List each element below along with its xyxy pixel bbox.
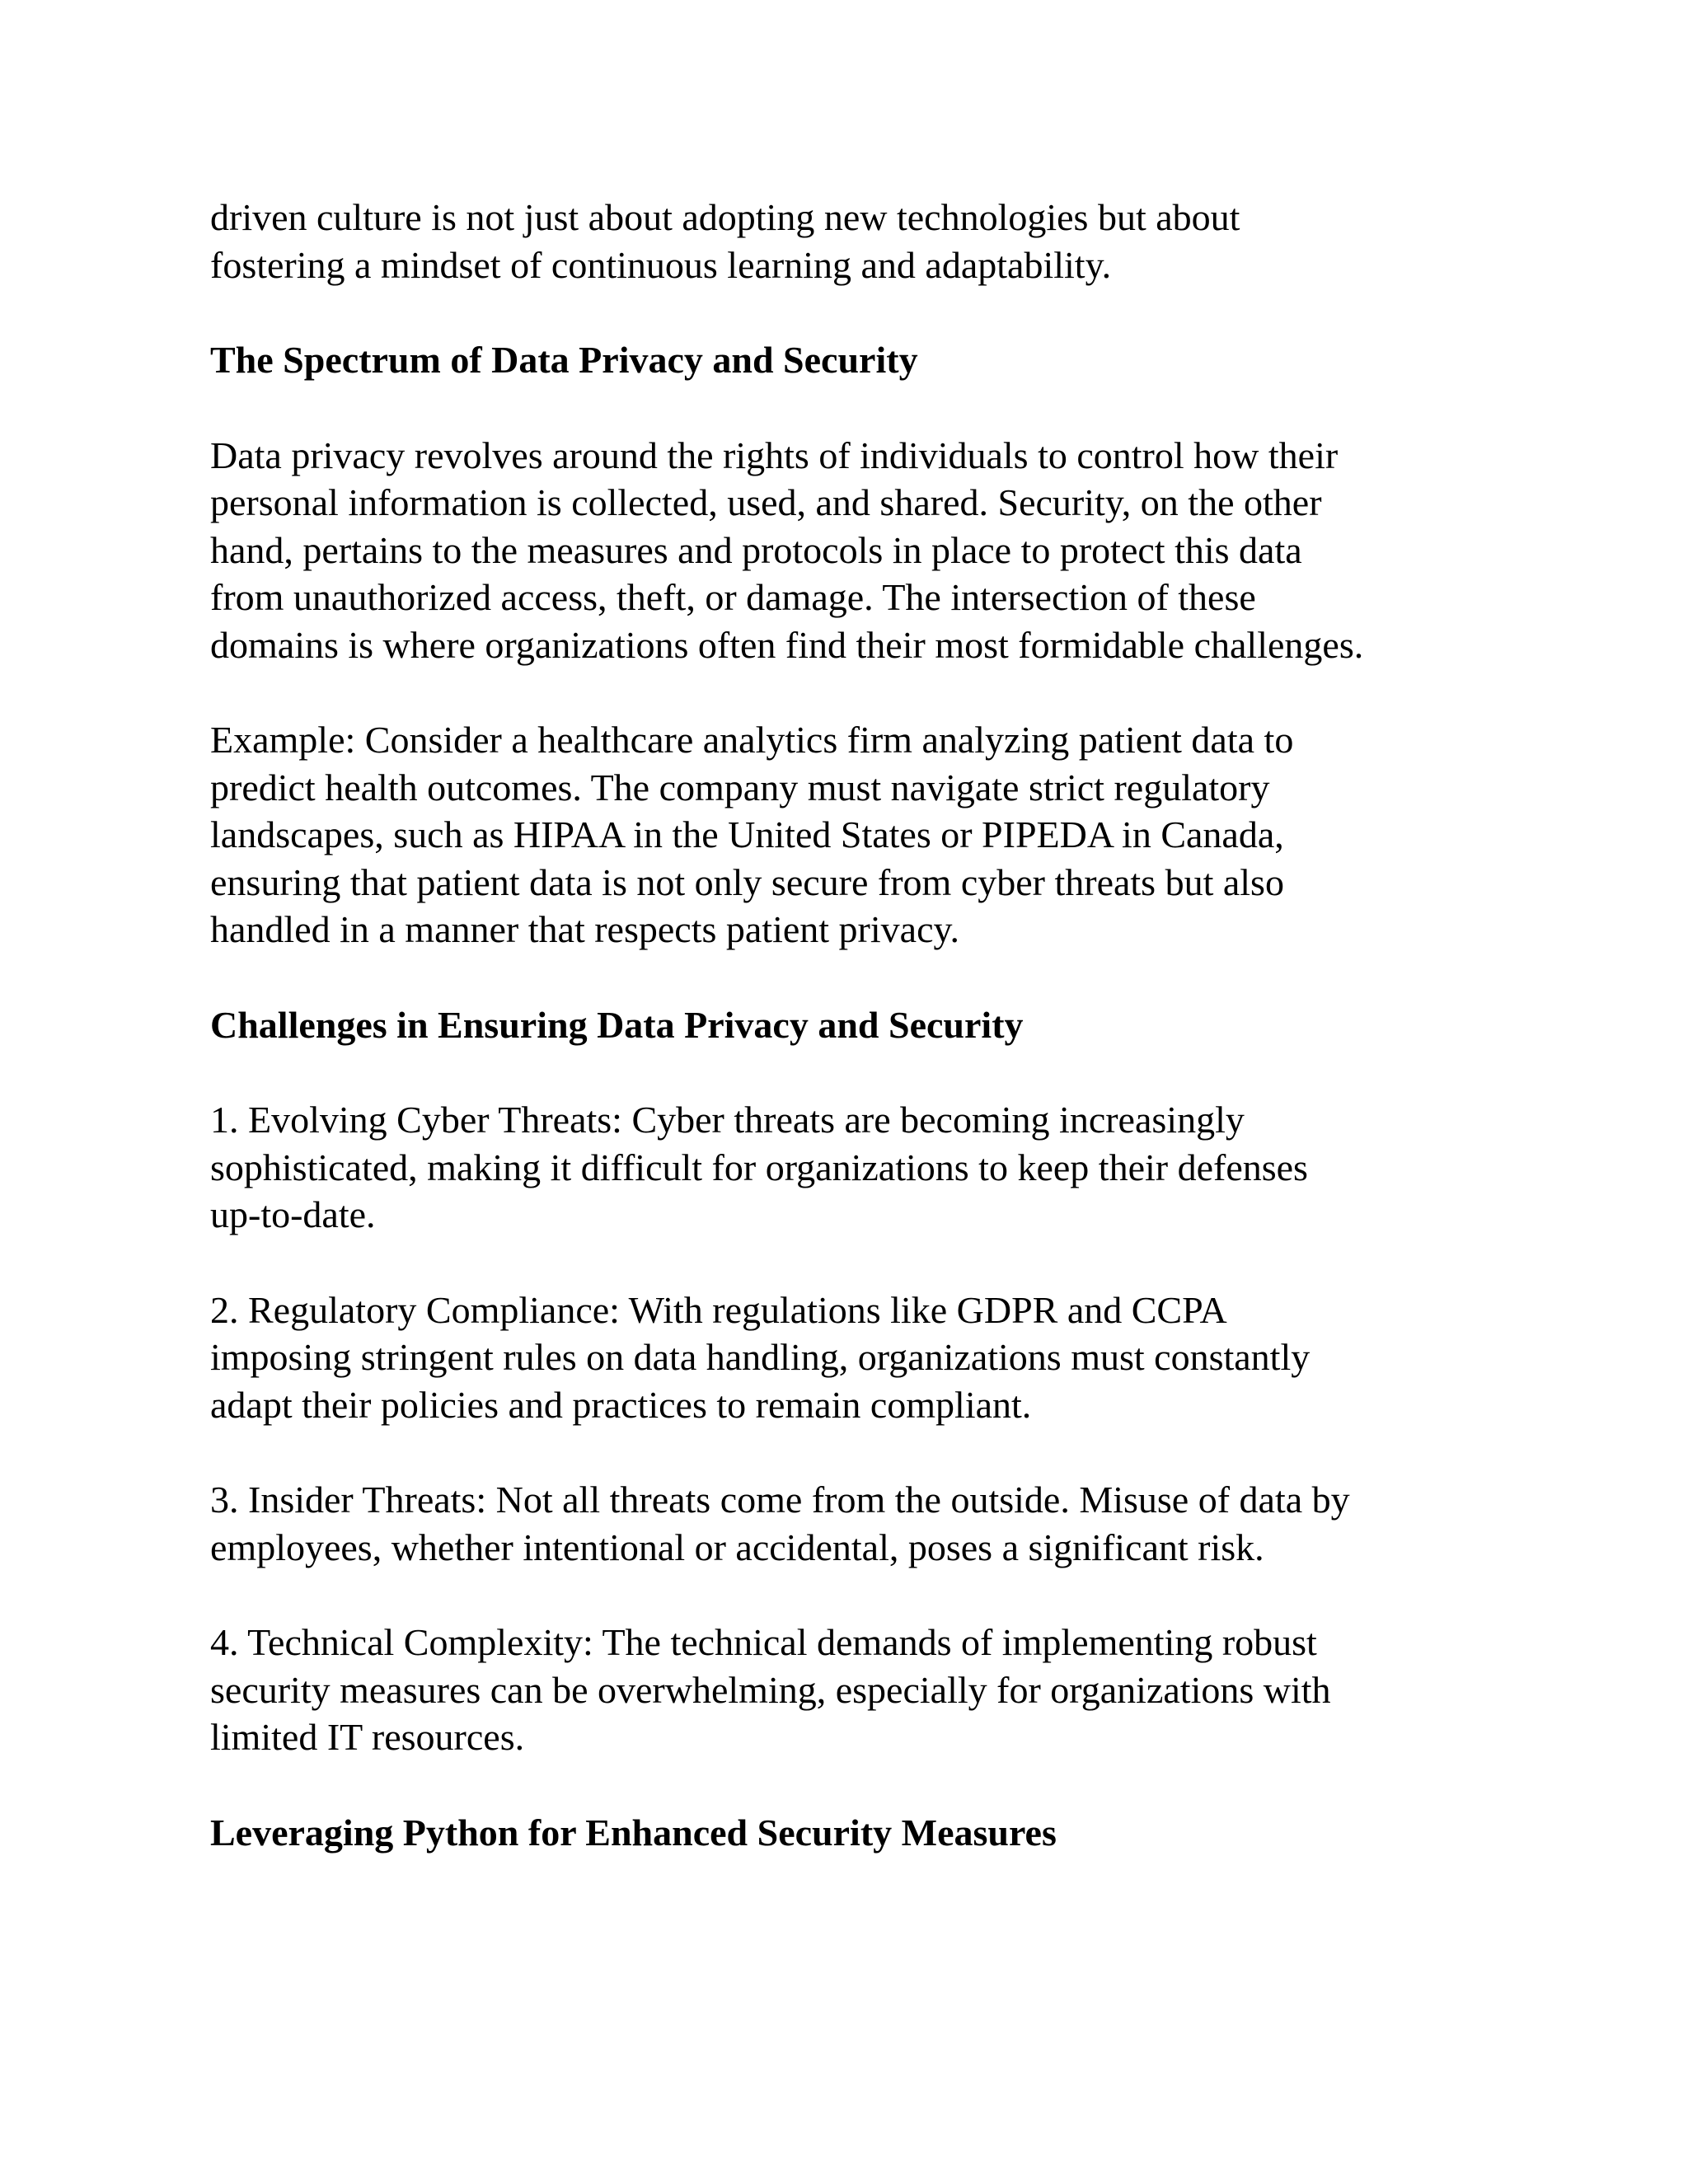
section-heading-challenges: Challenges in Ensuring Data Privacy and Security bbox=[210, 1003, 1024, 1046]
paragraph-line: 2. Regulatory Compliance: With regulations like GDPR and CCPA bbox=[210, 1288, 1227, 1331]
paragraph-line: 3. Insider Threats: Not all threats come from the outside. Misuse of data by bbox=[210, 1479, 1350, 1521]
paragraph-line: security measures can be overwhelming, especially for organizations with bbox=[210, 1668, 1331, 1711]
paragraph-line: employees, whether intentional or accidental, poses a significant risk. bbox=[210, 1526, 1264, 1568]
paragraph-line: landscapes, such as HIPAA in the United States or PIPEDA in Canada, bbox=[210, 813, 1284, 855]
paragraph-line: imposing stringent rules on data handling, organizations must constantly bbox=[210, 1336, 1311, 1378]
paragraph-line: handled in a manner that respects patient privacy. bbox=[210, 908, 959, 950]
challenge-item-2 bbox=[210, 1286, 1496, 1429]
paragraph-line: domains is where organizations often find their most formidable challenges. bbox=[210, 623, 1364, 666]
section-heading-python: Leveraging Python for Enhanced Security Measures bbox=[210, 1811, 1057, 1854]
privacy-paragraph bbox=[210, 432, 1496, 669]
paragraph-line: driven culture is not just about adopting new technologies but about bbox=[210, 196, 1240, 238]
paragraph-line: Data privacy revolves around the rights of individuals to control how their bbox=[210, 434, 1339, 476]
paragraph-line: up-to-date. bbox=[210, 1193, 376, 1235]
challenge-item-4 bbox=[210, 1619, 1496, 1761]
document-body bbox=[210, 194, 1496, 1904]
paragraph-line: sophisticated, making it difficult for organizations to keep their defenses bbox=[210, 1146, 1308, 1188]
paragraph-line: personal information is collected, used, and shared. Security, on the other bbox=[210, 481, 1322, 523]
intro-paragraph bbox=[210, 194, 1496, 288]
paragraph-line: from unauthorized access, theft, or damage. The intersection of these bbox=[210, 576, 1256, 618]
challenge-item-1 bbox=[210, 1096, 1496, 1239]
paragraph-line: hand, pertains to the measures and protocols in place to protect this data bbox=[210, 528, 1302, 571]
paragraph-line: ensuring that patient data is not only secure from cyber threats but also bbox=[210, 860, 1284, 903]
section-heading-spectrum: The Spectrum of Data Privacy and Security bbox=[210, 339, 918, 381]
paragraph-line: 4. Technical Complexity: The technical demands of implementing robust bbox=[210, 1621, 1317, 1663]
paragraph-line: predict health outcomes. The company must navigate strict regulatory bbox=[210, 766, 1270, 808]
example-paragraph bbox=[210, 716, 1496, 954]
challenge-item-3 bbox=[210, 1476, 1496, 1571]
paragraph-line: fostering a mindset of continuous learning and adaptability. bbox=[210, 243, 1112, 286]
paragraph-line: 1. Evolving Cyber Threats: Cyber threats are becoming increasingly bbox=[210, 1099, 1245, 1141]
paragraph-line: limited IT resources. bbox=[210, 1716, 525, 1758]
paragraph-line: Example: Consider a healthcare analytics firm analyzing patient data to bbox=[210, 719, 1294, 761]
paragraph-line: adapt their policies and practices to remain compliant. bbox=[210, 1383, 1032, 1426]
